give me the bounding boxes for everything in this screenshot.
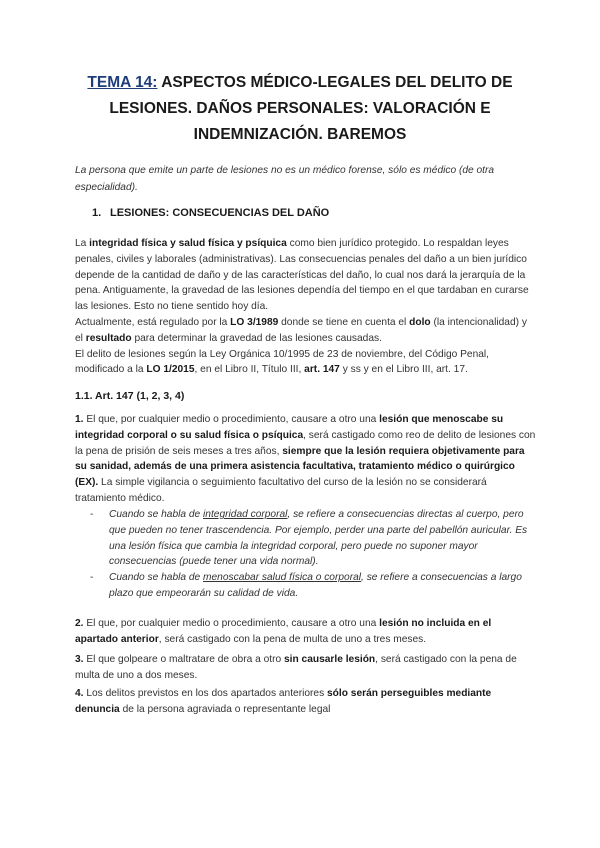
article-item-3: 3. El que golpeare o maltratare de obra a otro sin causarle lesión, será castigado con la pena de multa de uno a dos meses. xyxy=(75,654,517,681)
article-item-4: 4. Los delitos previstos en los dos apartados anteriores sólo serán perseguibles mediante denuncia de la persona agraviada o representante legal xyxy=(75,688,492,715)
title-text: ASPECTOS MÉDICO-LEGALES DEL DELITO DE LESIONES. DAÑOS PERSONALES: VALORACIÓN E INDEMNIZACIÓN. BAREMOS xyxy=(109,74,513,143)
article-item-1: 1. El que, por cualquier medio o procedimiento, causare a otro una lesión que menoscabe su integridad corporal o su salud física o psíquica, será castigado como reo de delito de lesiones con la pena de prisión de seis meses a tres años, siempre que la lesión requiera objetivamente para su sanidad, además de una primera asistencia facultativa, tratamiento médico o quirúrgico (EX). La simple vigilancia o seguimiento facultativo del curso de la lesión no se considerará tratamiento médico. xyxy=(75,414,536,504)
section-number: 1. xyxy=(92,207,102,219)
intro-note: La persona que emite un parte de lesiones no es un médico forense, sólo es médico (de otra especialidad). xyxy=(75,165,495,193)
paragraph: La integridad física y salud física y psíquica como bien jurídico protegido. Lo respaldan leyes penales, civiles y laborales (administrativas). Las consecuencias penales del daño a un bien jurídico depende de la cantidad de daño y de las características del daño, lo cual nos dará la jerarquía de la pena. Antiguamente, la gravedad de las lesiones dependía del tiempo en el que tardaban en curarse las lesiones. Esto no tiene sentido hoy día. xyxy=(75,238,529,313)
paragraph: El delito de lesiones según la Ley Orgánica 10/1995 de 23 de noviembre, del Código Penal, modificado a la LO 1/2015, en el Libro II, Título III, art. 147 y ss y en el Libro III, art. 17. xyxy=(75,348,490,376)
tema-label: TEMA 14: xyxy=(87,74,158,91)
paragraph: Actualmente, está regulado por la LO 3/1989 donde se tiene en cuenta el dolo (la intencionalidad) y el resultado para determinar la gravedad de las lesiones causadas. xyxy=(75,316,527,344)
subsection-heading: 1.1. Art. 147 (1, 2, 3, 4) xyxy=(75,390,185,402)
document-page: TEMA 14: ASPECTOS MÉDICO-LEGALES DEL DELITO DE LESIONES. DAÑOS PERSONALES: VALORACIÓN E INDEMNIZACIÓN. BAREMOS La persona que emite un parte de lesiones no es un médico forense, sólo es médico (de otra especialidad). 1. LESIONES: CONSECUENCIAS DEL DAÑO La integridad física y salud física y psíquica como bien jurídico protegido. Lo respaldan leyes penales, civiles y laborales (administrativas). Las consecuencias penales del daño a un bien jurídico depende de la cantidad de daño y de las características del daño, lo cual nos dará la jerarquía de la pena. Antiguamente, la gravedad de las lesiones dependía del tiempo en el que tardaban en curarse las lesiones. Esto no tiene sentido hoy día. Actualmente, está regulado por la LO 3/1989 donde se tiene en cuenta el dolo (la intencionalidad) y el resultado para determinar la gravedad de las lesiones causadas. El delito de lesiones según la Ley Orgánica 10/1995 de 23 de noviembre, del Código Penal, modificado a la LO 1/2015, en el Libro II, Título III, art. 147 y ss y en el Libro III, art. 17. 1.1. Art. 147 (1, 2, 3, 4) 1. El que, por cualquier medio o procedimiento, causare a otro una lesión que menoscabe su integridad corporal o su salud física o psíquica, será castigado como reo de delito de lesiones con la pena de prisión de seis meses a tres años, siempre que la lesión requiera objetivamente para su sanidad, además de una primera asistencia facultativa, tratamiento médico o quirúrgico (EX). La simple vigilancia o seguimiento facultativo del curso de la lesión no se considerará tratamiento médico. - Cuando se habla de integridad corporal, se refiere a consecuencias directas al cuerpo, pero que pueden no tener trascendencia. Por ejemplo, perder una parte del pabellón auricular. Es una lesión física que cambia la integridad corporal, pero puede no suponer mayor consecuencias (puede tener una vida normal). - Cuando se habla de menoscabar salud física o corporal, se refiere a consecuencias a largo plazo que empeorarán su calidad de vida. 2. El que, por cualquier medio o procedimiento, causare a otro una lesión no incluida en el apartado anterior, será castigado con la pena de multa de uno a tres meses. 3. El que golpeare o maltratare de obra a otro sin causarle lesión, será castigado con la pena de multa de uno a dos meses. 4. Los delitos previstos en los dos apartados anteriores sólo serán perseguibles mediante denuncia de la persona agraviada o representante legal xyxy=(0,0,600,848)
page-title xyxy=(70,70,530,148)
section-title: LESIONES: CONSECUENCIAS DEL DAÑO xyxy=(110,207,330,219)
body-paragraphs xyxy=(75,236,537,378)
article-item-2: 2. El que, por cualquier medio o procedimiento, causare a otro una lesión no incluida en el apartado anterior, será castigado con la pena de multa de uno a tres meses. xyxy=(75,618,492,645)
section-heading xyxy=(92,207,329,219)
